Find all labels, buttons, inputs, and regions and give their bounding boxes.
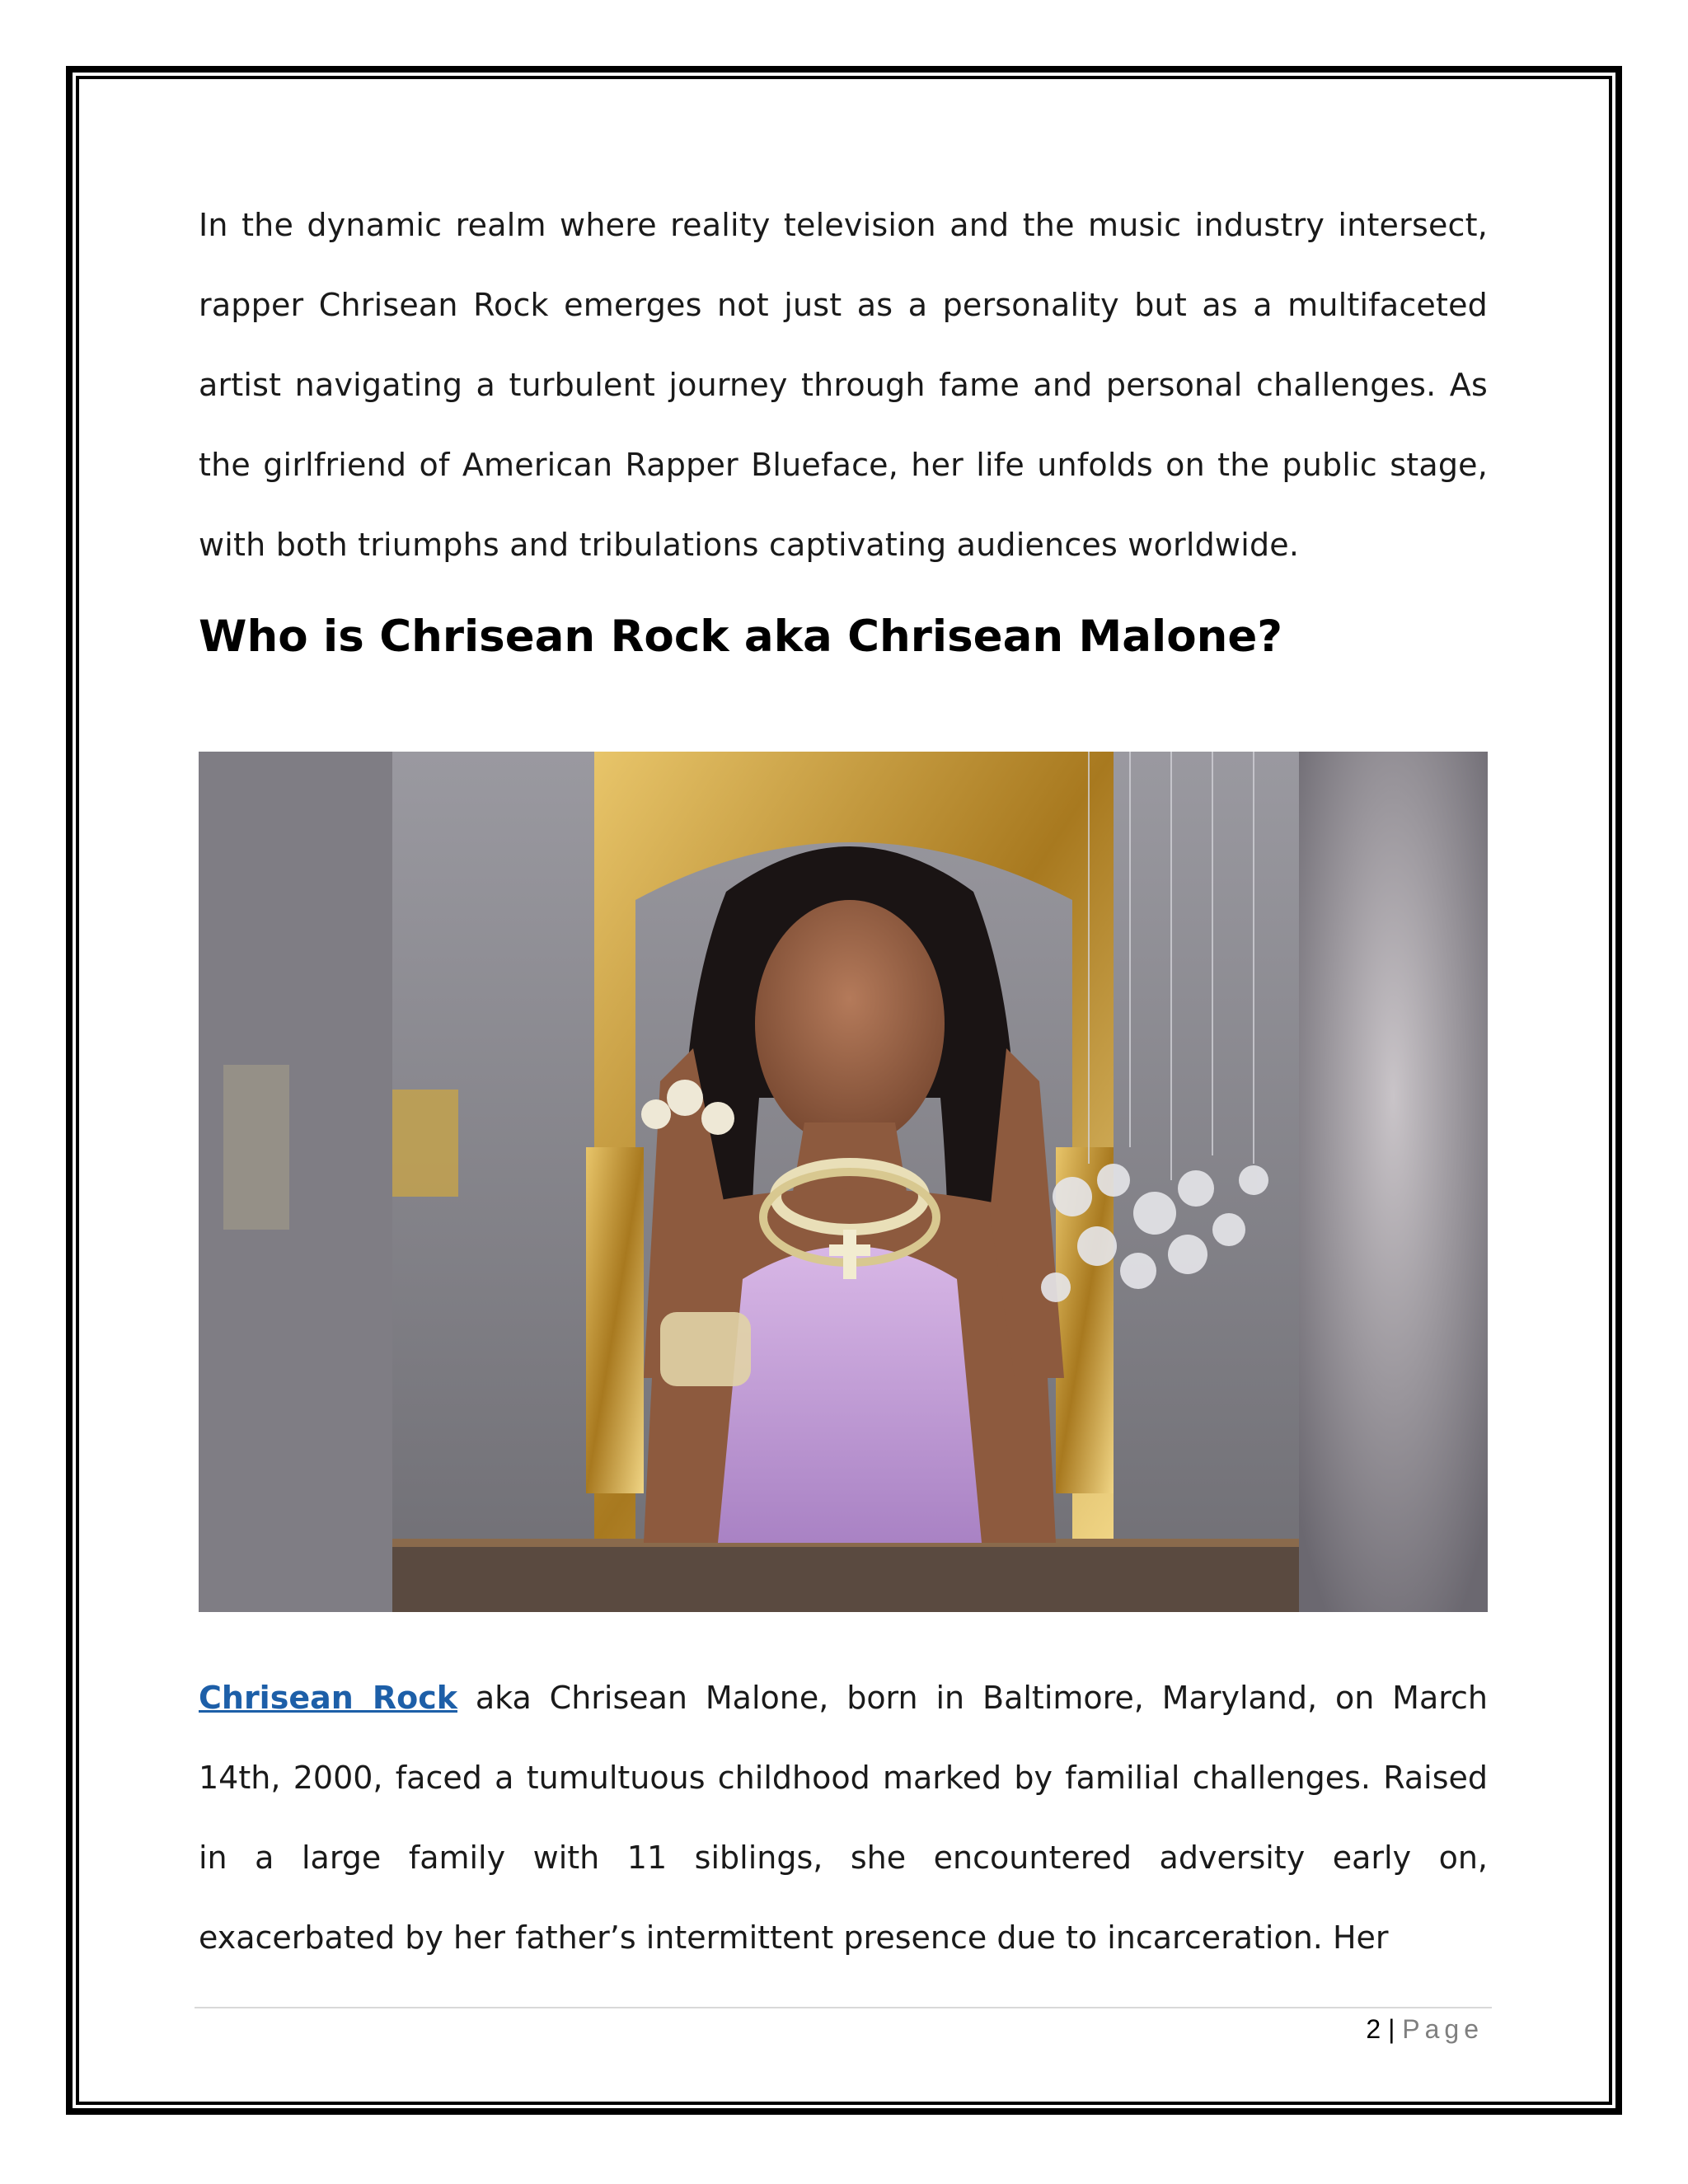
page-number: 2 [1366, 2014, 1381, 2044]
page-footer [1366, 2014, 1484, 2045]
chrisean-rock-link[interactable]: Chrisean Rock [199, 1680, 457, 1716]
section-heading: Who is Chrisean Rock aka Chrisean Malone? [199, 612, 1283, 662]
page-word: Page [1402, 2014, 1484, 2044]
page-separator: | [1388, 2014, 1395, 2044]
footer-divider [195, 2007, 1492, 2008]
bio-paragraph [199, 1658, 1488, 1978]
intro-paragraph: In the dynamic realm where reality television and the music industry intersect, rapper Chrisean Rock emerges not just as a personality but as a multifaceted artist navigating a turbulent journey through fame and personal challenges. As the girlfriend of American Rapper Blueface, her life unfolds on the public stage, with both triumphs and tribulations captivating audiences worldwide. [199, 207, 1488, 563]
page-content [199, 185, 1488, 666]
portrait-photo [199, 752, 1488, 1612]
bio-paragraph-text: aka Chrisean Malone, born in Baltimore, Maryland, on March 14th, 2000, faced a tumultuous childhood marked by familial challenges. Raised in a large family with 11 siblings, she encountered adversity early on, exacerbated by her father’s intermittent presence due to incarceration. Her [199, 1680, 1489, 1956]
